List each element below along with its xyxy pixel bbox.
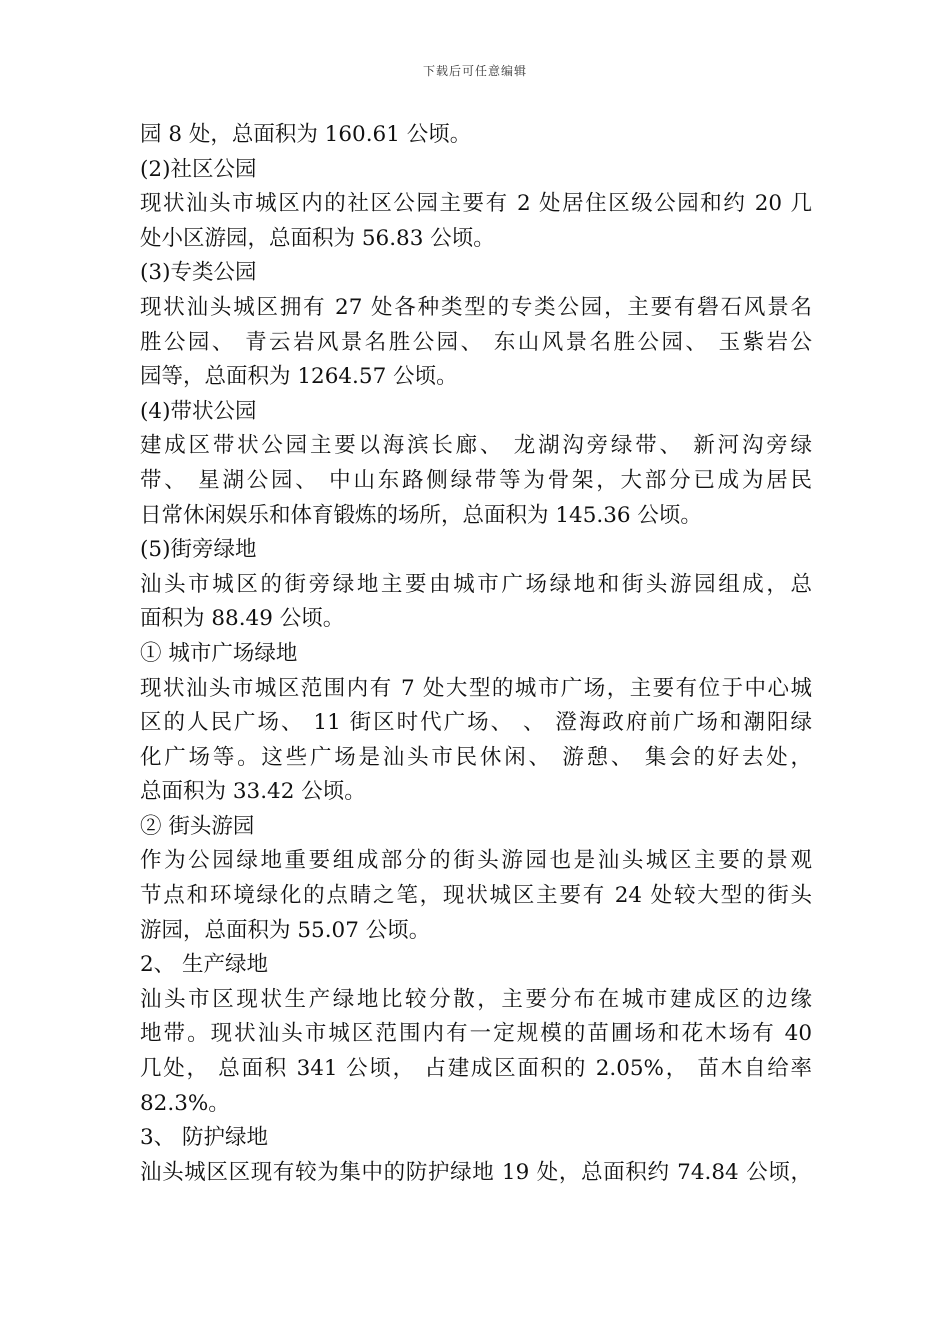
section-heading-community-park: (2)社区公园 xyxy=(140,156,257,182)
text-line: 化广场等。这些广场是汕头市民休闲、 游憩、 集会的好去处， xyxy=(140,744,812,770)
text-line: 现状汕头城区拥有 27 处各种类型的专类公园，主要有礐石风景名 xyxy=(140,294,812,320)
text-line: 带、 星湖公园、 中山东路侧绿带等为骨架，大部分已成为居民 xyxy=(140,467,812,493)
text-line: 区的人民广场、 11 街区时代广场、 、 澄海政府前广场和潮阳绿 xyxy=(140,710,812,736)
text-line: 汕头城区区现有较为集中的防护绿地 19 处，总面积约 74.84 公顷， xyxy=(140,1159,812,1185)
text-line: 几处， 总面积 341 公顷， 占建成区面积的 2.05%， 苗木自给率 xyxy=(140,1056,812,1082)
section-heading-production-green: 2、 生产绿地 xyxy=(140,952,269,978)
text-line: 节点和环境绿化的点睛之笔，现状城区主要有 24 处较大型的街头 xyxy=(140,883,812,909)
text-line: 汕头市区现状生产绿地比较分散，主要分布在城市建成区的边缘 xyxy=(140,986,812,1012)
text-line: 游园，总面积为 55.07 公顷。 xyxy=(140,917,431,943)
section-heading-special-park: (3)专类公园 xyxy=(140,260,257,286)
section-heading-protective-green: 3、 防护绿地 xyxy=(140,1125,269,1151)
text-line: 现状汕头市城区范围内有 7 处大型的城市广场，主要有位于中心城 xyxy=(140,675,812,701)
document-body xyxy=(140,118,812,1190)
text-line: 处小区游园，总面积为 56.83 公顷。 xyxy=(140,225,495,251)
page-header: 下载后可任意编辑 xyxy=(422,64,527,78)
text-line: 总面积为 33.42 公顷。 xyxy=(140,779,366,805)
text-line: 汕头市城区的街旁绿地主要由城市广场绿地和街头游园组成，总 xyxy=(140,571,812,597)
text-line: 现状汕头市城区内的社区公园主要有 2 处居住区级公园和约 20 几 xyxy=(140,191,812,217)
text-line: 园等，总面积为 1264.57 公顷。 xyxy=(140,364,458,390)
text-line: 园 8 处，总面积为 160.61 公顷。 xyxy=(140,122,472,147)
text-line: 作为公园绿地重要组成部分的街头游园也是汕头城区主要的景观 xyxy=(140,848,812,874)
section-heading-street-green: (5)街旁绿地 xyxy=(140,537,257,563)
subheading-city-square: ① 城市广场绿地 xyxy=(140,640,298,666)
text-line: 面积为 88.49 公顷。 xyxy=(140,606,345,632)
text-line: 地带。现状汕头市城区范围内有一定规模的苗圃场和花木场有 40 xyxy=(140,1021,812,1047)
section-heading-strip-park: (4)带状公园 xyxy=(140,398,257,424)
text-line: 建成区带状公园主要以海滨长廊、 龙湖沟旁绿带、 新河沟旁绿 xyxy=(140,433,812,459)
text-line: 82.3%。 xyxy=(140,1090,230,1116)
subheading-street-garden: ② 街头游园 xyxy=(140,813,255,839)
text-line: 胜公园、 青云岩风景名胜公园、 东山风景名胜公园、 玉紫岩公 xyxy=(140,329,812,355)
text-line: 日常休闲娱乐和体育锻炼的场所，总面积为 145.36 公顷。 xyxy=(140,502,702,528)
